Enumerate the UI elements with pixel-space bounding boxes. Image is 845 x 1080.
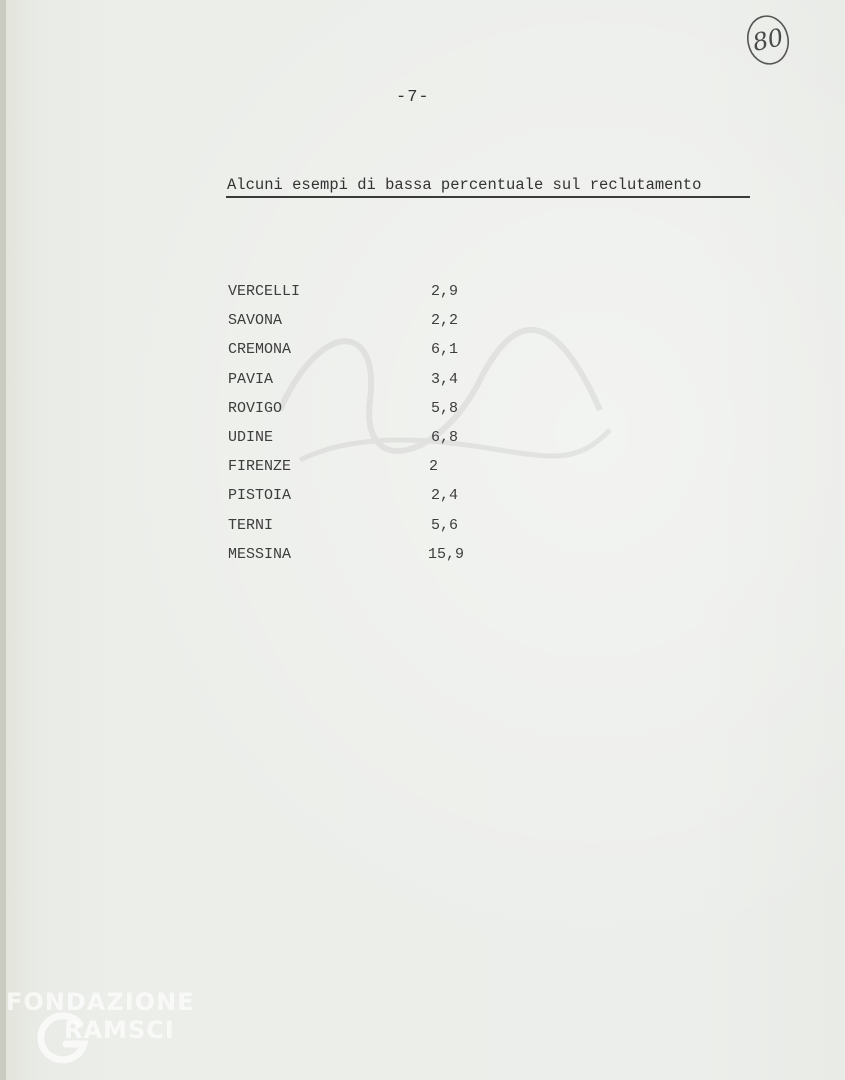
logo-text-line2: RAMSCI [64,1016,175,1044]
percentage-value: 6,8 [430,428,458,446]
logo-text-line1: FONDAZIONE [6,988,195,1016]
city-name: TERNI [228,516,274,534]
heading-underline [226,196,750,198]
city-name: UDINE [228,428,274,446]
fondazione-gramsci-logo [6,988,216,1068]
city-name: MESSINA [228,545,292,563]
city-name: ROVIGO [228,399,283,417]
city-name: PISTOIA [228,487,292,505]
city-name: CREMONA [228,341,292,359]
percentage-value: 3,4 [430,370,458,388]
city-name: SAVONA [228,312,283,330]
percentage-value: 5,6 [430,516,458,534]
percentage-value: 2,9 [430,283,458,300]
city-name: PAVIA [228,370,274,388]
percentage-value: 5,8 [430,399,458,417]
stamp-number: 80 [750,23,786,57]
percentage-value: 2,4 [430,487,458,505]
city-name: VERCELLI [228,283,301,300]
percentage-value: 2 [429,458,439,476]
percentage-value: 15,9 [428,545,465,563]
page-edge-shadow [0,0,6,1080]
percentage-value: 6,1 [430,341,458,359]
page-heading: Alcuni esempi di bassa percentuale sul reclutamento [227,176,702,194]
percentage-value: 2,2 [430,312,458,330]
city-name: FIRENZE [228,458,292,476]
page-number: -7- [396,88,430,107]
archive-stamp [744,12,792,68]
